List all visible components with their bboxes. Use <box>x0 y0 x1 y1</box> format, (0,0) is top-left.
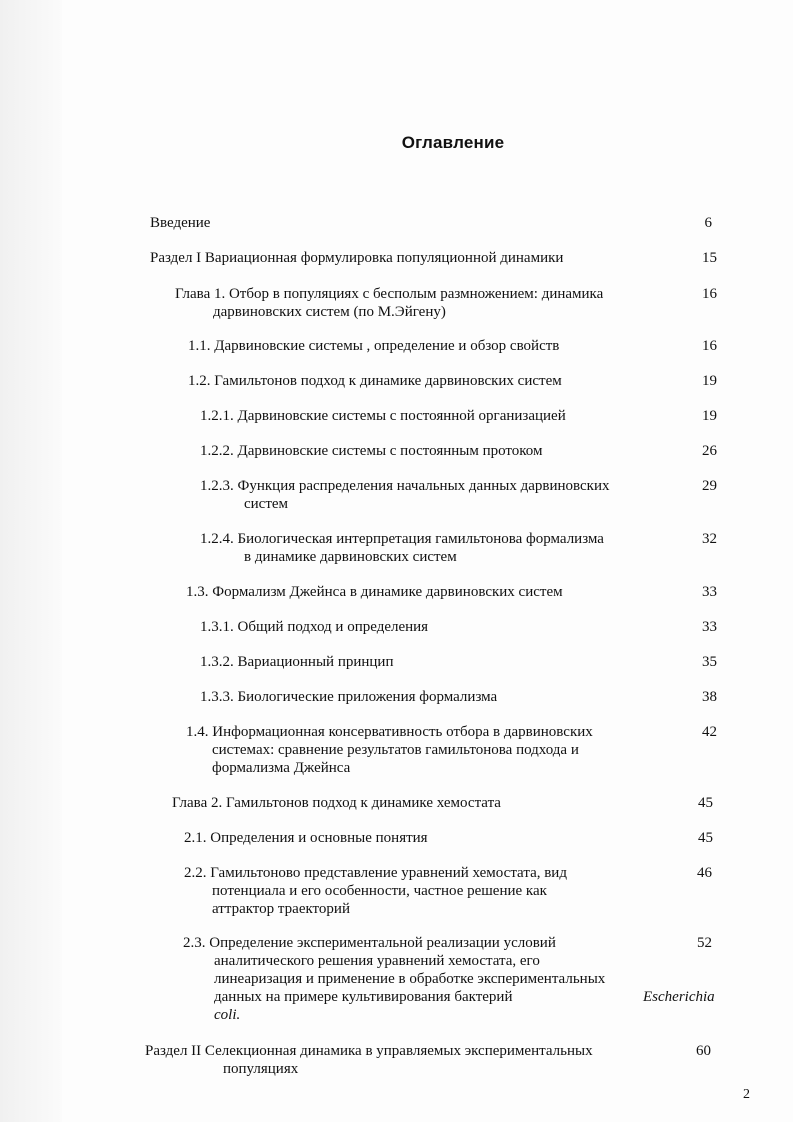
toc-page-number: 16 <box>702 338 717 354</box>
toc-entry-text-cont: аналитического решения уравнений хемостата, его <box>214 953 540 969</box>
toc-page-number: 15 <box>702 250 717 266</box>
organism-name-italic: Escherichia <box>643 989 715 1005</box>
toc-entry-text: 2.1. Определения и основные понятия <box>184 830 428 846</box>
toc-entry-text: 1.1. Дарвиновские системы , определение и обзор свойств <box>188 338 560 354</box>
toc-entry-1-2 <box>188 372 562 390</box>
toc-entry-text: 1.3.2. Вариационный принцип <box>200 654 394 670</box>
toc-entry-section-1 <box>150 249 563 267</box>
toc-entry-text: 2.3. Определение экспериментальной реализации условий <box>183 935 556 951</box>
toc-entry-text: 1.3.1. Общий подход и определения <box>200 619 429 635</box>
toc-page-number: 45 <box>698 795 713 811</box>
toc-page-number: 52 <box>697 935 712 951</box>
toc-entry-1-2-1 <box>200 407 566 425</box>
toc-entry-text-cont: систем <box>244 496 289 512</box>
organism-name-italic: coli. <box>214 1007 241 1023</box>
toc-entry-text-cont: аттрактор траекторий <box>212 901 350 917</box>
page-title: Оглавление <box>401 133 505 152</box>
toc-page-number: 26 <box>702 443 717 459</box>
toc-entry-text: 1.2.2. Дарвиновские системы с постоянным протоком <box>200 443 543 459</box>
toc-entry-text-cont: популяциях <box>223 1061 299 1077</box>
toc-entry-chapter-2 <box>172 794 501 812</box>
toc-page-number: 33 <box>702 619 717 635</box>
toc-entry-2-2 <box>184 864 567 918</box>
toc-page-number: 45 <box>698 830 713 846</box>
toc-entry-1-2-4 <box>200 530 604 566</box>
toc-page-number: 19 <box>702 373 717 389</box>
toc-page-number: 46 <box>697 865 712 881</box>
toc-entry-text: 1.2.4. Биологическая интерпретация гамильтонова формализма <box>200 531 604 547</box>
toc-page-number: 16 <box>702 286 717 302</box>
toc-entry-text: 1.4. Информационная консервативность отбора в дарвиновских <box>186 724 593 740</box>
toc-entry-text-cont: линеаризация и применение в обработке экспериментальных <box>214 971 606 987</box>
toc-entry-text: 1.3. Формализм Джейнса в динамике дарвиновских систем <box>186 584 563 600</box>
toc-page-number: 60 <box>696 1043 711 1059</box>
toc-entry-text: Раздел I Вариационная формулировка популяционной динамики <box>150 250 564 266</box>
toc-entry-text-cont: данных на примере культивирования бактерий <box>214 989 513 1005</box>
toc-entry-1-3 <box>186 583 563 601</box>
toc-entry-1-3-1 <box>200 618 428 636</box>
toc-entry-text: Раздел II Селекционная динамика в управляемых экспериментальных <box>145 1043 593 1059</box>
toc-entry-1-2-3 <box>200 477 609 513</box>
toc-entry-text: Введение <box>150 215 211 231</box>
toc-page-number: 19 <box>702 408 717 424</box>
toc-page-number: 33 <box>702 584 717 600</box>
toc-entry-text: 1.2. Гамильтонов подход к динамике дарвиновских систем <box>188 373 562 389</box>
toc-page-number: 38 <box>702 689 717 705</box>
toc-entry-text: Глава 2. Гамильтонов подход к динамике хемостата <box>172 795 501 811</box>
toc-page-number: 35 <box>702 654 717 670</box>
toc-entry-chapter-1 <box>175 285 603 321</box>
toc-entry-1-1 <box>188 337 559 355</box>
toc-entry-text-cont: системах: сравнение результатов гамильтонова подхода и <box>212 742 579 758</box>
toc-entry-text-cont: в динамике дарвиновских систем <box>244 549 457 565</box>
toc-entry-text-cont: дарвиновских систем (по М.Эйгену) <box>213 304 446 320</box>
page-number: 2 <box>743 1087 750 1102</box>
toc-entry-text: Глава 1. Отбор в популяциях с бесполым размножением: динамика <box>175 286 604 302</box>
toc-page-number: 32 <box>702 531 717 547</box>
toc-page-number: 42 <box>702 724 717 740</box>
toc-entry-text: 1.2.1. Дарвиновские системы с постоянной организацией <box>200 408 566 424</box>
toc-entry-text: 1.2.3. Функция распределения начальных данных дарвиновских <box>200 478 610 494</box>
toc-entry-1-4 <box>186 723 593 777</box>
toc-entry-1-3-2 <box>200 653 393 671</box>
toc-entry-2-1 <box>184 829 428 847</box>
toc-entry-1-3-3 <box>200 688 497 706</box>
toc-entry-text-cont: формализма Джейнса <box>212 760 351 776</box>
toc-entry-1-2-2 <box>200 442 543 460</box>
toc-entry-section-2 <box>145 1042 593 1078</box>
toc-entry-text: 2.2. Гамильтоново представление уравнений хемостата, вид <box>184 865 567 881</box>
toc-entry-text-cont: потенциала и его особенности, частное решение как <box>212 883 547 899</box>
toc-entry-intro <box>150 214 210 232</box>
toc-entry-text-cont <box>183 1006 605 1024</box>
toc-entry-text: 1.3.3. Биологические приложения формализма <box>200 689 498 705</box>
toc-page-number: 6 <box>704 215 712 231</box>
toc-page-number: 29 <box>702 478 717 494</box>
